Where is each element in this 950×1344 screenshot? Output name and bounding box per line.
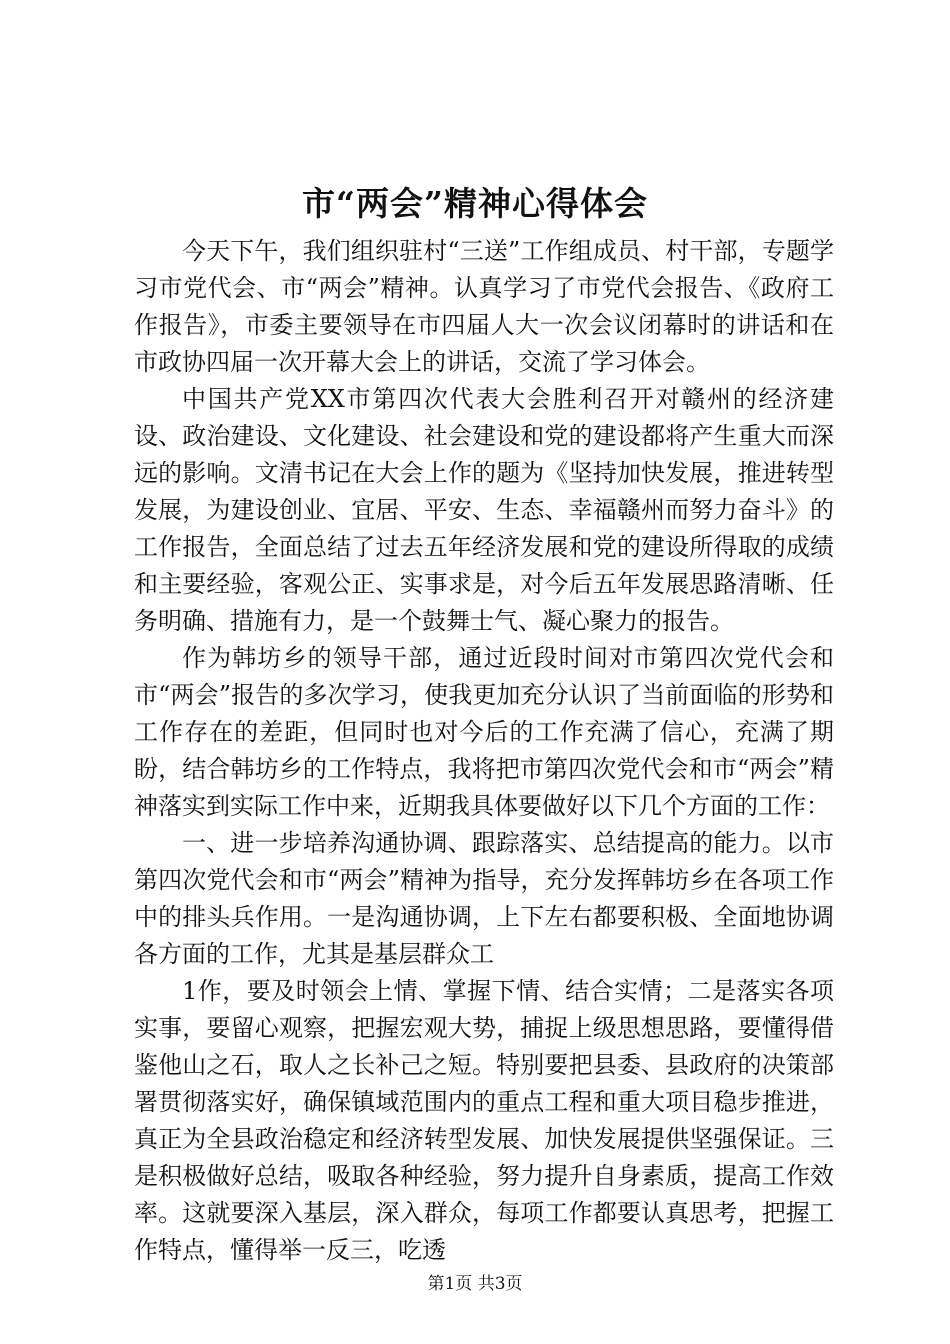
paragraph: 1作，要及时领会上情、掌握下情、结合实情；二是落实各项实事，要留心观察，把握宏观大势，捕捉上级思想思路，要懂得借鉴他山之石，取人之长补己之短。特别要把县委、县政府的决策部署贯彻落实好，确保镇域范围内的重点工程和重大项目稳步推进，真正为全县政治稳定和经济转型发展、加快发展提供坚强保证。三是积极做好总结，吸取各种经验，努力提升自身素质，提高工作效率。这就要深入基层，深入群众，每项工作都要认真思考，把握工作特点，懂得举一反三，吃透 (134, 977, 834, 1264)
page-footer: 第1页 共3页 (427, 1274, 523, 1294)
document-title: 市“两会”精神心得体会 (302, 184, 648, 223)
paragraph: 作为韩坊乡的领导干部，通过近段时间对市第四次党代会和市“两会”报告的多次学习，使我更加充分认识了当前面临的形势和工作存在的差距，但同时也对今后的工作充满了信心，充满了期盼，结合韩坊乡的工作特点，我将把市第四次党代会和市“两会”精神落实到实际工作中来，近期我具体要做好以下几个方面的工作： (134, 644, 834, 820)
document-body (134, 233, 834, 1269)
paragraph: 一、进一步培养沟通协调、跟踪落实、总结提高的能力。以市第四次党代会和市“两会”精神为指导，充分发挥韩坊乡在各项工作中的排头兵作用。一是沟通协调，上下左右都要积极、全面地协调各方面的工作，尤其是基层群众工 (134, 829, 834, 968)
paragraph: 今天下午，我们组织驻村“三送”工作组成员、村干部，专题学习市党代会、市“两会”精神。认真学习了市党代会报告、《政府工作报告》，市委主要领导在市四届人大一次会议闭幕时的讲话和在市政协四届一次开幕大会上的讲话，交流了学习体会。 (134, 237, 834, 376)
paragraph: 中国共产党XX市第四次代表大会胜利召开对赣州的经济建设、政治建设、文化建设、社会建设和党的建设都将产生重大而深远的影响。文清书记在大会上作的题为《坚持加快发展，推进转型发展，为建设创业、宜居、平安、生态、幸福赣州而努力奋斗》的工作报告，全面总结了过去五年经济发展和党的建设所得取的成绩和主要经验，客观公正、实事求是，对今后五年发展思路清晰、任务明确、措施有力，是一个鼓舞士气、凝心聚力的报告。 (134, 385, 834, 635)
